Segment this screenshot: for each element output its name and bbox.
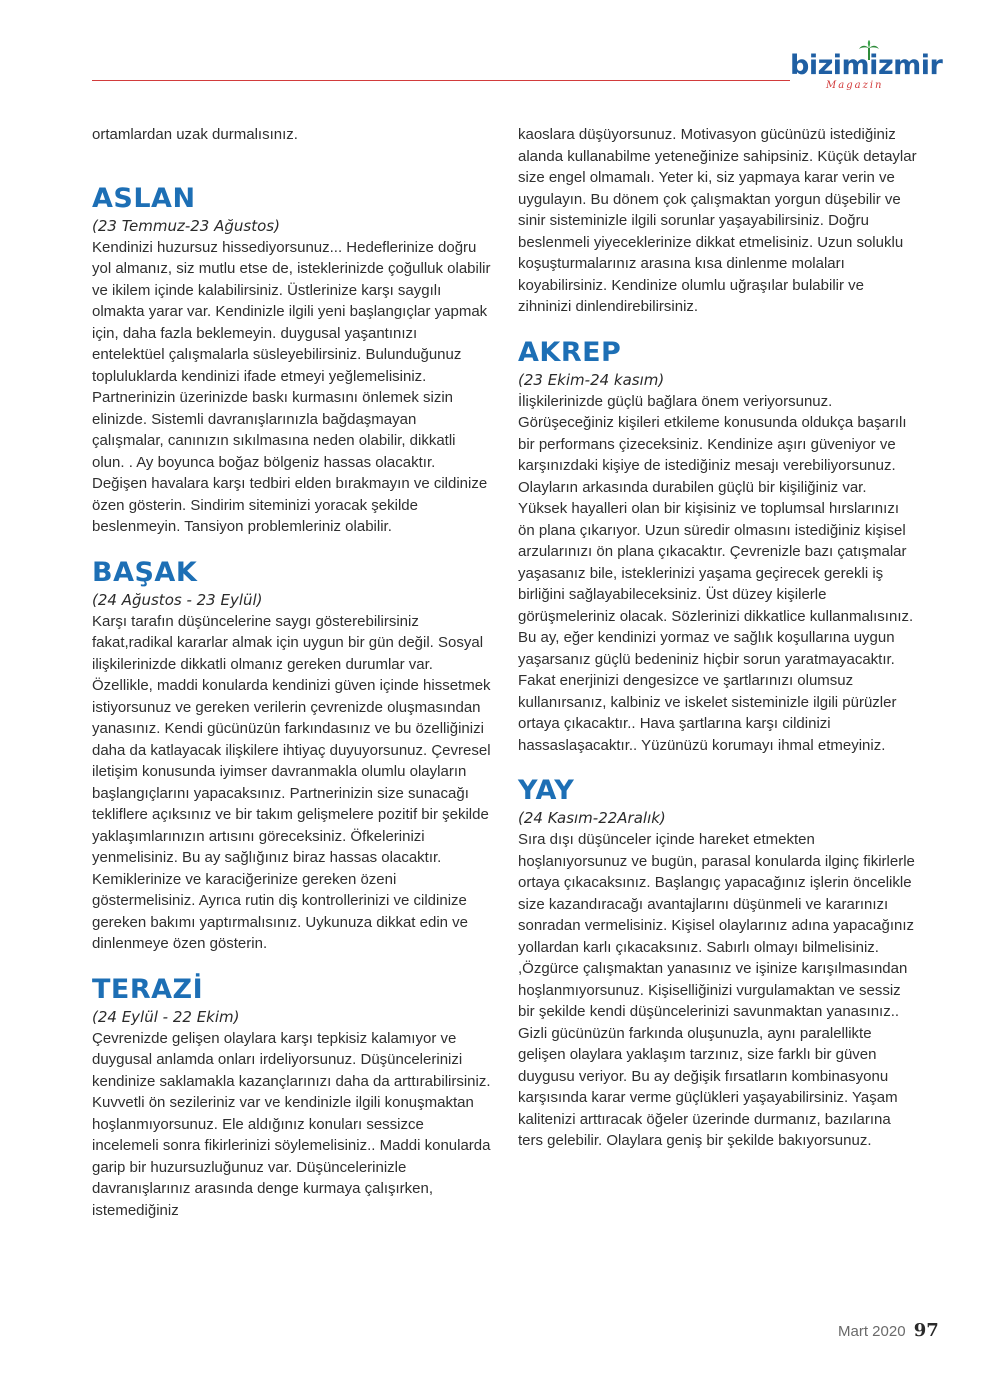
sign-title-akrep: AKREP xyxy=(518,336,622,368)
sign-text-yay: Sıra dışı düşünceler içinde hareket etmekten hoşlanıyorsunuz ve bugün, parasal konularda ilginç fikirlerle ortaya çıkacaksınız. Başlangıç yapacağınız işlerin öncelikle size kazandıracağı avantajlarını düşünmeli ve kararınızı sonradan vermelisiniz. Kişisel olaylarınız adına yapacağınız yollardan karlı çıkacaksınız. Sabırlı olmayı bilmelisiniz. ,Özgürce çalışmaktan yanasınız ve işinize karışılmasından hoşlanmıyorsunuz. Kişiselliğinizi vurgulamaktan ve sessiz bir şekilde kendi düşüncelerinizi savunmaktan yanasınız.. Gizli gücünüzün farkında oluşunuzla, aynı paralellikte gelişen olaylara yaklaşım tarzınız, size farklı bir güven duygusu veriyor. Bu ay değişik fırsatların kombinasyonu karşısında karar verme güçlükleri yaşayabilirsiniz. Yaşam kalitenizi arttıracak öğeler üzerinde durmanız, bazılarına ters gelebilir. Olaylara geniş bir şekilde bakıyorsunuz. xyxy=(518,831,915,1149)
sign-text-terazi: Çevrenizde gelişen olaylara karşı tepkisiz kalamıyor ve duygusal anlamda onları irdeliyorsunuz. Düşüncelerinizi kendinize saklamakla kazançlarınızı daha da arttırabilirsiniz. Kuvvetli ön sezileriniz var ve kendinizle ilgili konuşmaktan hoşlanmıyorsunuz. Ele aldığınız konuları sessizce incelemeli sonra fikirlerinizi söylemelisiniz.. Maddi konularda garip bir huzursuzluğunuz var. Düşüncelerinizle davranışlarınız arasında denge kurmaya çalışırken, istemediğiniz xyxy=(92,1029,491,1219)
magazine-logo[interactable] xyxy=(790,48,943,96)
sign-title-yay: YAY xyxy=(518,775,575,806)
left-column xyxy=(92,124,492,1221)
header-rule xyxy=(92,80,790,81)
page-footer xyxy=(838,1320,939,1341)
sign-title-basak: BAŞAK xyxy=(92,556,198,588)
sign-dates-aslan: (23 Temmuz-23 Ağustos) xyxy=(92,216,280,235)
sign-text-aslan: Kendinizi huzursuz hissediyorsunuz... Hedeflerinize doğru yol almanız, siz mutlu etse de, isteklerinizde çoğulluk olabilir ve ikilem içinde kalabilirsiniz. Üstlerinize karşı saygılı olmakta yarar var. Kendinizle ilgili yeni başlangıçlar yapmak için, daha fazla beklemeyin. duygusal yaşantınızı entelektüel çalışmalarla süsleyebilirsiniz. Bulunduğunuz topluluklarda kendinizi ifade etmeyi yeğlemelisiniz. Partnerinizin üzerinizde baskı kurmasını önlemek sizin elinizde. Sistemli davranışlarınızla bağdaşmayan çalışmalar, canınızın sıkılmasına neden olabilir, dikkatli olun. . Ay boyunca boğaz bölgeniz hassas olacaktır. Değişen havalara karşı tedbiri elden bırakmayın ve cildinize özen gösterin. Sindirim siteminizi yoracak şekilde beslenmeyin. Tansiyon problemleriniz olabilir. xyxy=(92,238,491,535)
sign-dates-akrep: (23 Ekim-24 kasım) xyxy=(518,370,665,389)
palm-tree-icon xyxy=(858,40,880,62)
right-intro-text: kaoslara düşüyorsunuz. Motivasyon gücünüzü istediğiniz alanda kullanabilme yeteneğinize sahipsiniz. Küçük detaylar size engel olmamalı. Yeter ki, siz yapmaya karar verin ve uygulayın. Bu dönem çok çalışmaktan yorgun düşebilir ve sinir sisteminizle ilgili sorunlar yaşayabilirsiniz. Doğru beslenmeli yiyeceklerinize dikkat etmelisiniz. Uzun soluklu koşuşturmalarınız arasına kısa dinlenme molaları koyabilirsiniz. Kendinize olumlu uğraşılar bulabilir ve zihninizi dinlendirebilirsiniz. xyxy=(518,126,917,315)
sign-text-akrep: İlişkilerinizde güçlü bağlara önem veriyorsunuz. Görüşeceğiniz kişileri etkileme konusunda oldukça başarılı bir performans çizeceksiniz. Kendinize aşırı güveniyor ve karşınızdaki kişiye de istediğiniz mesajı verebiliyorsunuz. Olayların arkasında durabilen güçlü bir kişiliğiniz var. Yüksek hayalleri olan bir kişisiniz ve toplumsal hırslarınızı ön plana çıkarıyor. Uzun süredir olmasını istediğiniz kişisel arzularınızı ön plana çıkacaktır. Çevrenizle bazı çatışmalar yaşasanız bile, isteklerinizi yaşama geçirecek gerekli iş birliğini sağlayabileceksiniz. Üst düzey kişilerle görüşmeleriniz olacak. Sözlerinizi dikkatlice kullanmalısınız. Bu ay, eğer kendinizi yormaz ve sağlık koşullarına uygun yaşarsanız güçlü bedeniniz hiçbir sorun yaratmayacaktır. Fakat enerjinizi dengesizce ve şartlarınızı olumsuz kullanırsanız, kalbiniz ve iskelet sisteminizle ilgili pürüzler ortaya çıkacaktır.. Hava şartlarına karşı cildinizi hassaslaşacaktır.. Yüzünüzü korumayı ihmal etmeyiniz. xyxy=(518,392,914,754)
right-column xyxy=(518,124,918,1152)
sign-dates-yay: (24 Kasım-22Aralık) xyxy=(518,809,666,827)
sign-title-terazi: TERAZİ xyxy=(92,973,204,1005)
sign-title-aslan: ASLAN xyxy=(92,182,196,214)
left-intro-text: ortamlardan uzak durmalısınız. xyxy=(92,126,298,143)
sign-dates-basak: (24 Ağustos - 23 Eylül) xyxy=(92,590,263,609)
sign-dates-terazi: (24 Eylül - 22 Ekim) xyxy=(92,1007,240,1026)
sign-text-basak: Karşı tarafın düşüncelerine saygı gösterebilirsiniz fakat,radikal kararlar almak için uygun bir gün değil. Sosyal ilişkilerinizde dikkatli olmanız gereken durumlar var. Özellikle, maddi konularda kendinizi güven içinde hissetmek istiyorsunuz ve gereken verilerin çevrenizde oluşmasından yanasınız. Kendi gücünüzün farkındasınız ve bu özelliğinizi daha da katlayacak ilişkilere ihtiyaç duyuyorsunuz. Çevresel iletişim konusunda iyimser davranmakla olumlu olayların başlangıçlarını yapacaksınız. Partnerinizin size sunacağı tekliflere açıksınız ve bir takım gelişmelere pozitif bir şekilde yaklaşımlarınızın artısını göreceksiniz. Öfkelerinizi yenmelisiniz. Bu ay sağlığınız biraz hassas olacaktır. Kemiklerinize ve karaciğerinize gereken özeni göstermelisiniz. Ayrıca rutin diş kontrollerinizi ve cildinize gereken bakımı yaptırmalısınız. Uykunuza dikkat edin ve dinlenmeye özen gösterin. xyxy=(92,612,491,952)
logo-text: bizimizmir xyxy=(790,50,943,81)
page-number: 97 xyxy=(913,1320,939,1341)
logo-subtitle: Magazin xyxy=(826,80,884,91)
issue-month: Mart 2020 xyxy=(838,1323,906,1340)
